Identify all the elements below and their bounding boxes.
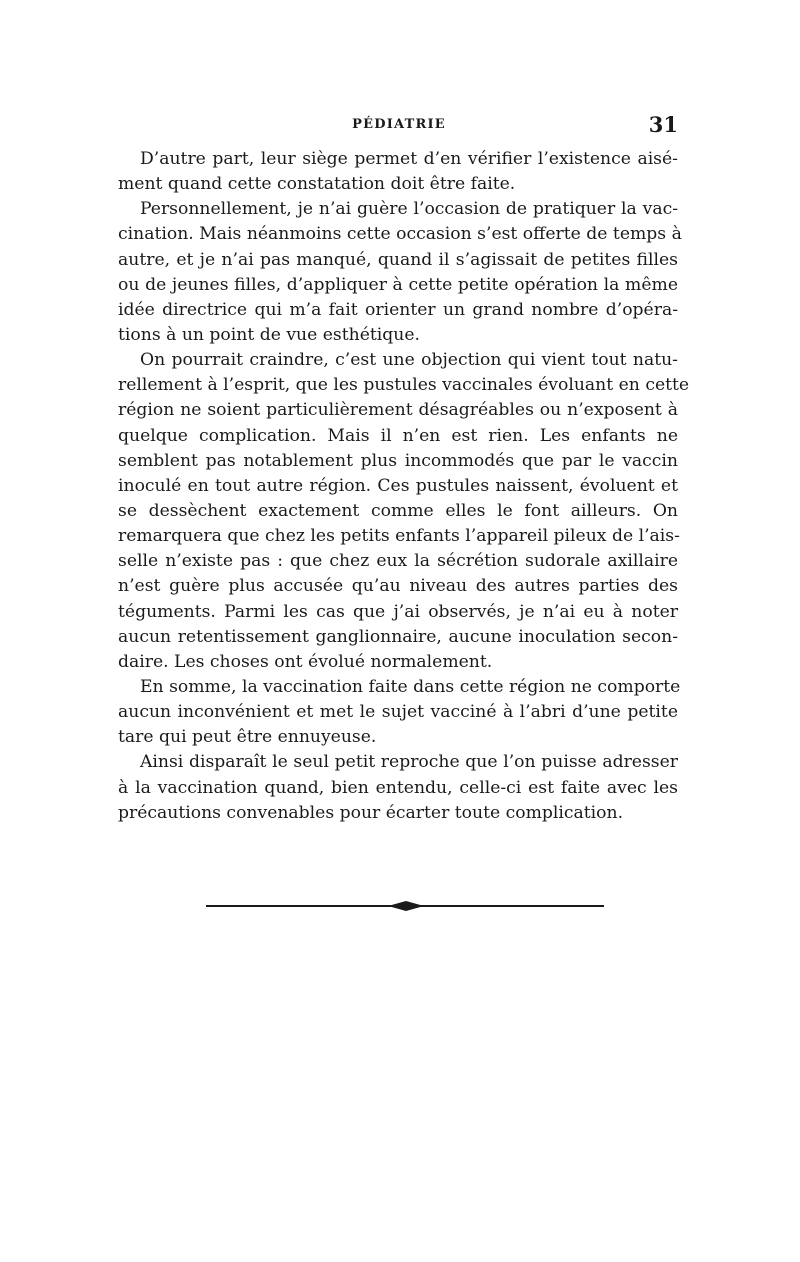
text-line: région ne soient particulièrement désagréables ou n’exposent à [118,400,678,421]
text-line: semblent pas notablement plus incommodés que par le vaccin [118,450,678,471]
running-head [120,112,678,138]
text-line: n’est guère plus accusée qu’au niveau des autres parties des [118,576,678,597]
text-line: D’autre part, leur siège permet d’en vérifier l’existence aisé- [140,149,678,169]
text-line: tare qui peut être ennuyeuse. [118,727,377,748]
running-title: PÉDIATRIE [352,117,446,132]
text-line: précautions convenables pour écarter toute complication. [118,802,624,823]
text-line: selle n’existe pas : que chez eux la sécrétion sudorale axillaire [118,551,678,572]
text-line: ou de jeunes filles, d’appliquer à cette petite opération la même [118,274,678,295]
text-line: En somme, la vaccination faite dans cette région ne comporte [140,676,681,697]
text-line: idée directrice qui m’a fait orienter un grand nombre d’opéra- [118,299,678,320]
text-line: téguments. Parmi les cas que j’ai observés, je n’ai eu à noter [118,601,678,622]
text-line: rellement à l’esprit, que les pustules vaccinales évoluant en cette [118,375,690,396]
text-line: autre, et je n’ai pas manqué, quand il s’agissait de petites filles [118,249,678,270]
text-line: daire. Les choses ont évolué normalement. [118,651,493,672]
text-line: aucun inconvénient et met le sujet vacciné à l’abri d’une petite [118,702,678,723]
text-line: aucun retentissement ganglionnaire, aucune inoculation secon- [118,626,678,647]
text-line: On pourrait craindre, c’est une objection qui vient tout natu- [140,350,678,371]
text-line: remarquera que chez les petits enfants l’appareil pileux de l’ais- [118,526,680,547]
text-line: se dessèchent exactement comme elles le font ailleurs. On [118,500,678,521]
text-line: tions à un point de vue esthétique. [118,324,421,345]
text-line: Personnellement, je n’ai guère l’occasion de pratiquer la vac- [140,199,678,220]
section-end-ornament [206,896,604,916]
page-number: 31 [648,112,678,137]
text-line: à la vaccination quand, bien entendu, celle-ci est faite avec les [118,777,678,798]
text-line: cination. Mais néanmoins cette occasion s’est offerte de temps à [118,224,682,245]
text-line: Ainsi disparaît le seul petit reproche que l’on puisse adresser [140,752,678,773]
text-line: ment quand cette constatation doit être faite. [118,174,516,195]
text-line: inoculé en tout autre région. Ces pustules naissent, évoluent et [118,475,678,496]
ornament-rule-icon [206,896,604,916]
body-text [118,147,690,826]
text-line: quelque complication. Mais il n’en est rien. Les enfants ne [118,425,678,446]
